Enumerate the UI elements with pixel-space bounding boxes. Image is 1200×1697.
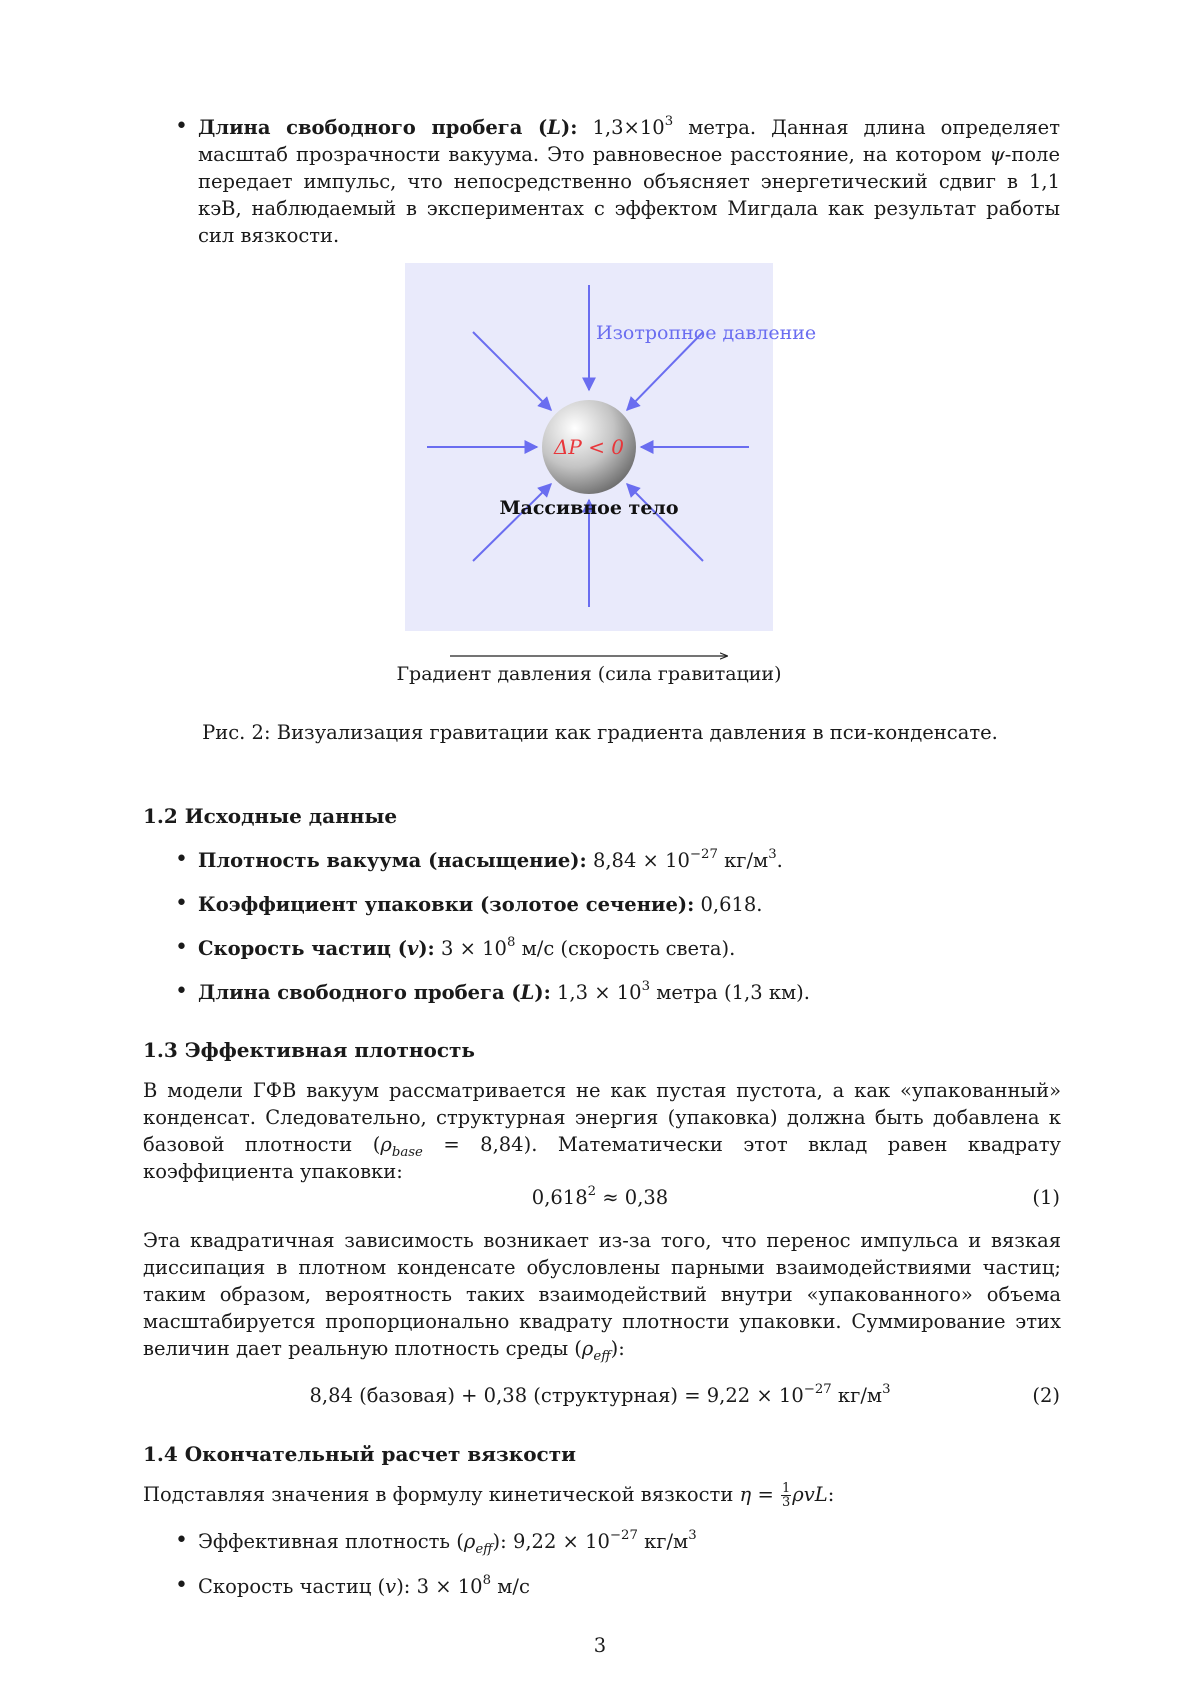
bullet-dot: • xyxy=(175,114,188,139)
bullet-dot: • xyxy=(175,847,188,872)
page-number: 3 xyxy=(593,1634,607,1657)
equation-2: 8,84 (базовая) + 0,38 (структурная) = $9,22 \times 10^{-27}$ $кг/м^3$ xyxy=(309,1381,891,1407)
section-1-4-title: 1.4 Окончательный расчет вязкости xyxy=(143,1442,576,1466)
section-1-4-intro: Подставляя значения в формулу кинетической вязкости η = $\frac{1}{3}$ ρvL: xyxy=(143,1481,835,1510)
section-1-3-title: 1.3 Эффективная плотность xyxy=(143,1038,475,1062)
bullet-dot: • xyxy=(175,979,188,1004)
isotropic-pressure-label: Изотропное давление xyxy=(596,322,817,344)
list-item: Коэффициент упаковки (золотое сечение): 0,618. xyxy=(198,893,763,916)
bullet-dot: • xyxy=(175,1573,188,1598)
list-item: Скорость частиц (v): $3 \times 10^8$ м/с xyxy=(198,1572,530,1598)
bullet-dot: • xyxy=(175,1528,188,1553)
intro-bullet: Длина свободного пробега (L): $1,3\times 10^3$ метра. Данная длина определяет масштаб прозрачности вакуума. Это равновесное расстояние, на котором ψ-поле передает импульс, что непосредственно объясняет энергетический сдвиг в 1,1 кэВ, наблюдаемый в экспериментах с эффектом Мигдала как результат работы сил вязкости. xyxy=(198,113,1060,247)
delta-p-label: ΔP < 0 xyxy=(553,435,625,459)
gravity-pressure-figure xyxy=(0,0,1200,700)
gradient-label: Градиент давления (сила гравитации) xyxy=(396,663,782,685)
list-item: Плотность вакуума (насыщение): $8,84 \times 10^{-27}$ $кг/м^3$. xyxy=(198,846,783,872)
section-1-3-paragraph-2: Эта квадратичная зависимость возникает из-за того, что перенос импульса и вязкая диссипация в плотном конденсате обусловлены парными взаимодействиями частиц; таким образом, вероятность таких взаимодействий внутри «упакованного» объема масштабируется пропорционально квадрату плотности упаковки. Суммирование этих величин дает реальную плотность среды $(\rho_{eff})$: xyxy=(143,1229,1061,1364)
section-1-2-title: 1.2 Исходные данные xyxy=(143,804,398,828)
bullet-dot: • xyxy=(175,935,188,960)
list-item: Скорость частиц (v): $3 \times 10^8$ м/с (скорость света). xyxy=(198,934,736,960)
massive-body-label: Массивное тело xyxy=(499,497,679,519)
list-item: Эффективная плотность $(\rho_{eff})$: $9,22 \times 10^{-27}$ $кг/м^3$ xyxy=(198,1527,697,1557)
figure-caption: Рис. 2: Визуализация гравитации как градиента давления в пси-конденсате. xyxy=(202,721,998,744)
fraction-one-third: $\frac{1}{3}$ xyxy=(781,1481,791,1510)
list-item: Длина свободного пробега (L): $1,3 \times 10^3$ метра (1,3 км). xyxy=(198,978,810,1004)
equation-1-number: (1) xyxy=(1032,1186,1060,1209)
equation-1: 0,618$^2$ ≈ 0,38 xyxy=(531,1183,669,1209)
equation-2-number: (2) xyxy=(1032,1384,1060,1407)
intro-bullet-label: Длина свободного пробега (L): xyxy=(198,116,578,139)
section-1-3-paragraph-1: В модели ГФВ вакуум рассматривается не как пустая пустота, а как «упакованный» конденсат. Следовательно, структурная энергия (упаковка) должна быть добавлена к базовой плотности $(\rho_{base} = 8,84)$. Математически этот вклад равен квадрату коэффициента упаковки: xyxy=(143,1079,1061,1183)
bullet-dot: • xyxy=(175,891,188,916)
